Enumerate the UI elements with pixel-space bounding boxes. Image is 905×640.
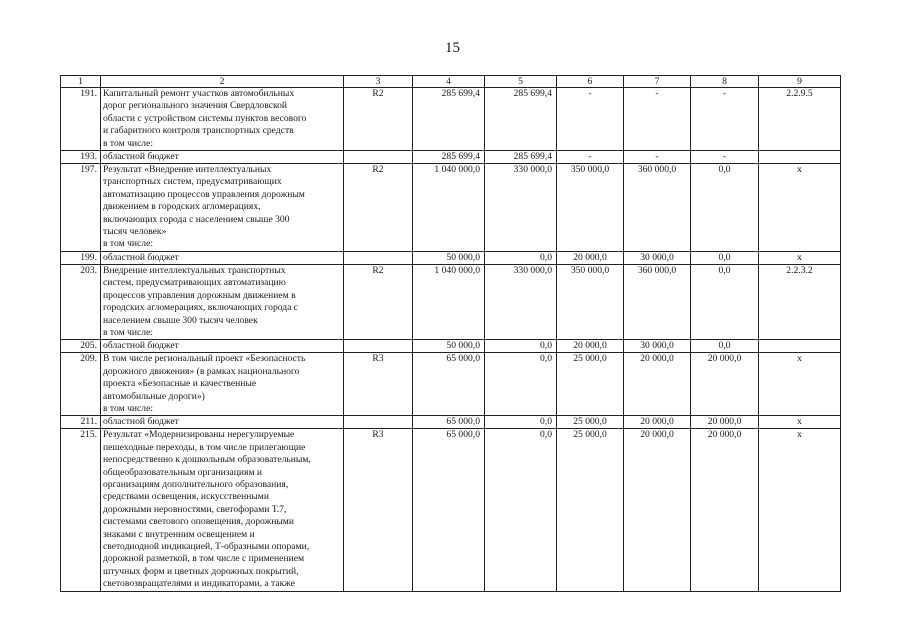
code-cell: R2 (344, 264, 413, 339)
row-number-cell: 203. (61, 264, 101, 339)
value-cell: 285 699,4 (485, 88, 557, 151)
description-line: непосредственно к дошкольным образовательным, (103, 454, 311, 466)
value-cell: 0,0 (485, 416, 557, 429)
description-line: дорог регионального значения Свердловской (103, 100, 288, 112)
value-cell: 0,0 (691, 251, 759, 264)
target-code-cell: 2.2.3.2 (759, 264, 841, 339)
description-line: населением свыше 300 тысяч человек (103, 314, 258, 326)
description-line: процессов управления дорожным движением в (103, 289, 296, 301)
description-line: проекта «Безопасные и качественные (103, 378, 257, 390)
column-header: 8 (691, 76, 759, 88)
value-cell: 20 000,0 (557, 251, 624, 264)
table-row (61, 416, 841, 429)
code-cell (344, 340, 413, 353)
description-line: городских агломерациях, включающих города с (103, 302, 299, 314)
header-row (61, 76, 841, 88)
description-cell (101, 340, 344, 353)
description-line: дорожной разметкой, в том числе с применением (103, 553, 305, 565)
target-code-cell: х (759, 416, 841, 429)
description-line: в том числе: (103, 137, 154, 149)
description-line: общеобразовательным организациям и (103, 466, 263, 478)
value-cell: 0,0 (691, 164, 759, 252)
total-value-cell: 1 040 000,0 (413, 164, 485, 252)
description-cell (101, 164, 344, 252)
total-value-cell: 65 000,0 (413, 416, 485, 429)
code-cell: R2 (344, 164, 413, 252)
description-cell (101, 151, 344, 164)
column-header: 7 (624, 76, 691, 88)
value-cell: 25 000,0 (557, 416, 624, 429)
value-cell: - (691, 88, 759, 151)
description-line: Результат «Внедрение интеллектуальных (103, 164, 272, 176)
description-line: дорожными неровностями, светофорами Т.7, (103, 503, 287, 515)
column-header: 1 (61, 76, 101, 88)
value-cell: 20 000,0 (557, 340, 624, 353)
value-cell: 350 000,0 (557, 164, 624, 252)
row-number-cell: 197. (61, 164, 101, 252)
value-cell: - (557, 151, 624, 164)
description-line: и габаритного контроля транспортных средств (103, 125, 294, 137)
description-line: в том числе: (103, 402, 154, 414)
code-cell: R2 (344, 88, 413, 151)
description-cell (101, 416, 344, 429)
code-cell (344, 251, 413, 264)
value-cell: 20 000,0 (691, 353, 759, 416)
description-line: систем, предусматривающих автоматизацию (103, 277, 286, 289)
value-cell: 25 000,0 (557, 353, 624, 416)
description-line: в том числе: (103, 238, 154, 250)
table-row (61, 164, 841, 252)
description-line: автомобильные дороги») (103, 390, 205, 402)
value-cell: 25 000,0 (557, 429, 624, 591)
description-line: Внедрение интеллектуальных транспортных (103, 264, 286, 276)
value-cell: 0,0 (691, 264, 759, 339)
description-cell (101, 353, 344, 416)
table-row (61, 251, 841, 264)
value-cell: 330 000,0 (485, 264, 557, 339)
description-cell (101, 251, 344, 264)
column-header: 5 (485, 76, 557, 88)
description-line: транспортных систем, предусматривающих (103, 176, 282, 188)
column-header: 6 (557, 76, 624, 88)
table-row (61, 340, 841, 353)
description-cell (101, 88, 344, 151)
value-cell: 0,0 (485, 251, 557, 264)
total-value-cell: 65 000,0 (413, 353, 485, 416)
row-number-cell: 199. (61, 251, 101, 264)
description-line: средствами освещения, искусственными (103, 491, 270, 503)
code-cell: R3 (344, 429, 413, 591)
description-line: пешеходные переходы, в том числе прилегающие (103, 441, 306, 453)
value-cell: 0,0 (485, 353, 557, 416)
value-cell: 350 000,0 (557, 264, 624, 339)
column-header: 4 (413, 76, 485, 88)
row-number-cell: 215. (61, 429, 101, 591)
description-line: области с устройством системы пунктов весового (103, 112, 307, 124)
description-line: организациям дополнительного образования, (103, 478, 289, 490)
column-header: 3 (344, 76, 413, 88)
description-line: областной бюджет (103, 251, 179, 263)
description-line: дорожного движения» (в рамках национального (103, 365, 300, 377)
value-cell: 0,0 (691, 340, 759, 353)
code-cell (344, 416, 413, 429)
value-cell: 30 000,0 (624, 340, 691, 353)
description-line: областной бюджет (103, 151, 179, 163)
code-cell (344, 151, 413, 164)
value-cell: 20 000,0 (624, 429, 691, 591)
description-line: Капитальный ремонт участков автомобильных (103, 88, 295, 99)
description-line: светодиодной индикацией, Т-образными опорами, (103, 541, 310, 552)
value-cell: 360 000,0 (624, 264, 691, 339)
description-cell (101, 429, 344, 591)
total-value-cell: 50 000,0 (413, 251, 485, 264)
target-code-cell: х (759, 251, 841, 264)
description-line: движением в городских агломерациях, (103, 201, 261, 213)
value-cell: 330 000,0 (485, 164, 557, 252)
value-cell: 0,0 (485, 340, 557, 353)
target-code-cell: х (759, 353, 841, 416)
row-number-cell: 205. (61, 340, 101, 353)
table-row (61, 429, 841, 591)
row-number-cell: 211. (61, 416, 101, 429)
target-code-cell: х (759, 429, 841, 591)
description-line: областной бюджет (103, 416, 179, 428)
target-code-cell: 2.2.9.5 (759, 88, 841, 151)
table-row (61, 151, 841, 164)
total-value-cell: 65 000,0 (413, 429, 485, 591)
value-cell: 0,0 (485, 429, 557, 591)
column-header: 9 (759, 76, 841, 88)
column-header: 2 (101, 76, 344, 88)
value-cell: - (691, 151, 759, 164)
description-line: штучных форм и цветных дорожных покрытий, (103, 565, 299, 577)
description-cell (101, 264, 344, 339)
value-cell: - (624, 88, 691, 151)
description-line: В том числе региональный проект «Безопасность (103, 353, 306, 365)
row-number-cell: 191. (61, 88, 101, 151)
description-line: знаками с внутренним освещением и (103, 528, 255, 540)
total-value-cell: 285 699,4 (413, 151, 485, 164)
row-number-cell: 209. (61, 353, 101, 416)
page-number: 15 (445, 40, 460, 56)
value-cell: - (624, 151, 691, 164)
description-line: в том числе: (103, 326, 154, 338)
description-line: световозвращателями и индикаторами, а также (103, 578, 296, 590)
total-value-cell: 50 000,0 (413, 340, 485, 353)
description-line: Результат «Модернизированы нерегулируемые (103, 429, 295, 441)
table-row (61, 353, 841, 416)
value-cell: 20 000,0 (691, 429, 759, 591)
value-cell: 30 000,0 (624, 251, 691, 264)
value-cell: 285 699,4 (485, 151, 557, 164)
budget-table (60, 75, 841, 592)
description-line: областной бюджет (103, 340, 179, 352)
value-cell: 360 000,0 (624, 164, 691, 252)
code-cell: R3 (344, 353, 413, 416)
target-code-cell (759, 151, 841, 164)
value-cell: 20 000,0 (624, 416, 691, 429)
table-row (61, 88, 841, 151)
target-code-cell: х (759, 164, 841, 252)
total-value-cell: 285 699,4 (413, 88, 485, 151)
total-value-cell: 1 040 000,0 (413, 264, 485, 339)
description-line: включающих города с населением свыше 300 (103, 213, 290, 225)
value-cell: - (557, 88, 624, 151)
description-line: автоматизацию процессов управления дорожным (103, 188, 305, 200)
value-cell: 20 000,0 (691, 416, 759, 429)
description-line: тысяч человек» (103, 226, 167, 238)
table-row (61, 264, 841, 339)
description-line: системами светового оповещения, дорожными (103, 516, 295, 528)
value-cell: 20 000,0 (624, 353, 691, 416)
target-code-cell (759, 340, 841, 353)
row-number-cell: 193. (61, 151, 101, 164)
